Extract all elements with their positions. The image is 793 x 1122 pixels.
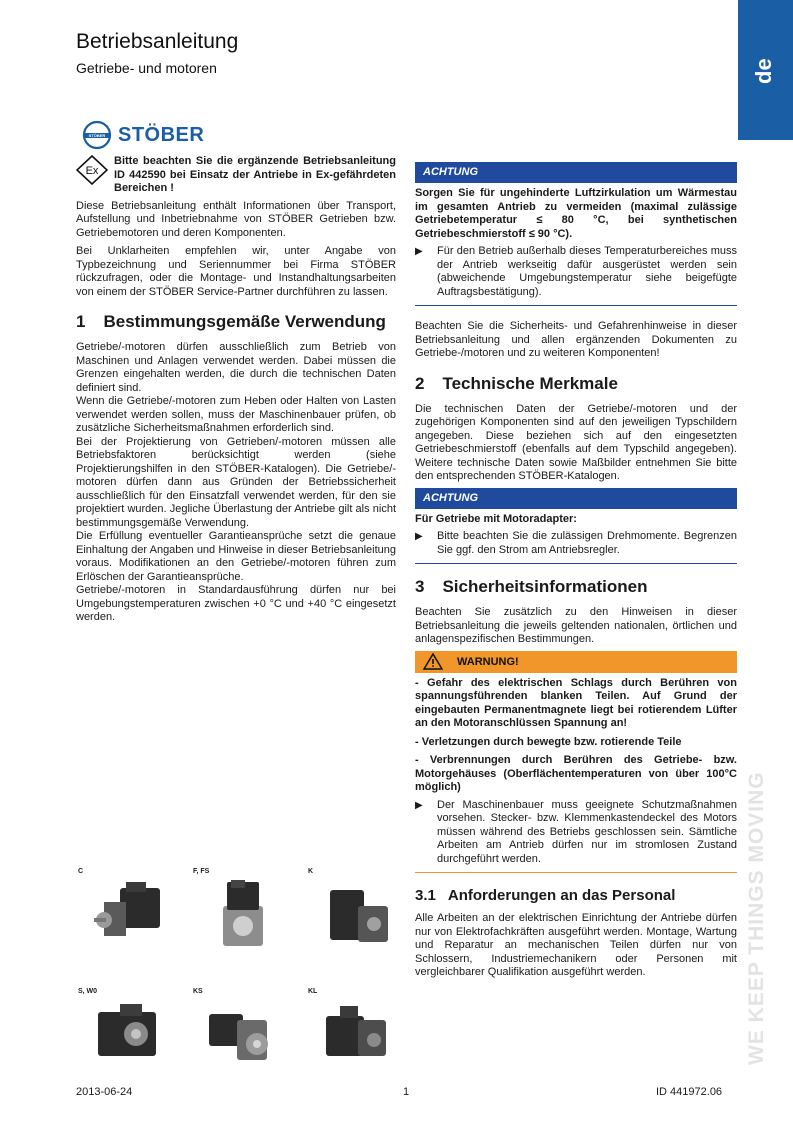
gearmotor-f-icon [205,880,283,954]
page-number: 1 [403,1086,410,1098]
footer-date: 2013-06-24 [76,1086,133,1098]
language-code: de [751,58,776,84]
section-1-heading [76,313,396,331]
section-title: Bestimmungsgemäße Verwendung [103,312,386,331]
section-3-1-heading [415,887,737,904]
left-column [76,155,396,625]
document-id: ID 441972.06 [656,1086,723,1098]
achtung-notice [415,183,737,306]
bullet-text: Der Maschinenbauer muss geeignete Schutzmaßnahmen vorsehen. Stecker- bzw. Klemmenkastendeckel des Motors müssen während des Betriebs geschlossen sein. Sämtliche Arbeiten am Antrieb dürfen nur im stromlosen Zustand durchgeführt werden. [437,798,737,865]
section-3-1-paragraph: Alle Arbeiten an der elektrischen Einrichtung der Antriebe dürfen nur von Elektrofachkräften ausgeführt werden. Montage, Wartung und Reparatur an mechanischen Teilen dürfen nur von Schlossern, Industriemechanikern oder Personen mit vergleichbarer Qualifikation ausgeführt werden. [415,912,737,978]
motor-label: F, FS [193,868,210,875]
gearmotor-k-icon [320,880,398,954]
slogan-watermark: WE KEEP THINGS MOVING [745,771,768,1065]
warnung-notice [415,673,737,874]
stober-logo [82,120,204,150]
section-3-paragraph: Beachten Sie zusätzlich zu den Hinweisen in dieser Betriebsanleitung die jeweils geltenden nationalen, örtlichen und anlagenspezifischen Bestimmungen. [415,606,737,645]
warnung-banner [415,651,737,673]
warnung-text: - Verbrennungen durch Berühren des Getriebe- bzw. Motorgehäuses (Oberflächentemperaturen von über 100°C möglich) [415,754,737,793]
arrow-bullet-icon: ▶ [415,246,423,257]
achtung-notice [415,509,737,565]
section-number: 1 [76,312,86,331]
safety-note: Beachten Sie die Sicherheits- und Gefahrenhinweise in dieser Betriebsanleitung und allen ergänzenden Dokumenten zu Getriebe-/motoren und zu weiteren Komponenten! [415,320,737,359]
warnung-label: WARNUNG! [457,655,519,668]
bullet-item [415,799,737,867]
motor-label: C [78,868,84,875]
achtung-text: Sorgen Sie für ungehinderte Luftzirkulation um Wärmestau im gesamten Antrieb zu vermeiden (maximal zulässige Getriebetemperatur ≤ 80 °C, bei synthetischen Getriebeschmierstoff ≤ 90 °C). [415,187,737,240]
language-tab [738,0,793,140]
achtung-text: Für Getriebe mit Motoradapter: [415,512,577,525]
gearmotor-c-icon [90,880,168,954]
arrow-bullet-icon: ▶ [415,531,423,542]
ex-note [76,155,396,196]
section-title: Sicherheitsinformationen [442,577,648,596]
intro-paragraph-1: Diese Betriebsanleitung enthält Informationen über Transport, Aufstellung und Inbetriebnahme von STÖBER Getrieben bzw. Getriebemotoren und deren Komponenten. [76,199,396,239]
motor-image-grid [78,868,398,1068]
motor-label: KL [308,988,318,995]
section-1-paragraph: Getriebe/-motoren dürfen ausschließlich zum Betrieb von Maschinen und Anlagen verwendet werden. Dabei müssen die Grenzen eingehalten werden, die durch die technischen Daten definiert sind. [76,341,396,394]
section-1-paragraph: Die Erfüllung eventueller Garantieansprüche setzt die genaue Einhaltung der Angaben und Hinweise in dieser Betriebsanleitung voraus. Modifikationen an den Getriebe/-motoren führen zum Erlöschen der Garantieansprüche. [76,530,396,583]
motor-image-s [78,988,168,1078]
motor-image-ks [193,988,283,1078]
warning-triangle-icon [423,653,443,670]
gearmotor-s-icon [90,1000,168,1074]
document-subtitle: Getriebe- und motoren [76,60,217,76]
achtung-banner: ACHTUNG [415,162,737,183]
motor-label: S, W0 [78,988,98,995]
stober-emblem-icon [82,120,112,150]
svg-text:Ex: Ex [85,165,99,177]
bullet-text: Für den Betrieb außerhalb dieses Temperaturbereiches muss der Antrieb werkseitig dafür ausgerüstet werden sein (abweichende Umgebungstemperatur siehe beigefügte Auftragsbestätigung). [437,245,737,298]
intro-paragraph-2: Bei Unklarheiten empfehlen wir, unter Angabe von Typbezeichnung und Seriennummer bei Firma STÖBER rückzufragen, oder die Montage- und Instandhaltungsarbeiten von einem der STÖBER Service-Partner durchführen zu lassen. [76,245,396,298]
section-3-heading [415,578,737,596]
right-column [415,162,737,980]
motor-label: K [308,868,314,875]
motor-label: KS [193,988,203,995]
arrow-bullet-icon: ▶ [415,799,423,811]
section-1-paragraph: Wenn die Getriebe/-motoren zum Heben oder Halten von Lasten verwendet werden sollen, muss der Maschinenbauer prüfen, ob zusätzliche Sicherheitsmaßnahmen erforderlich sind. [76,395,396,434]
section-number: 3.1 [415,887,436,904]
gearmotor-ks-icon [205,1000,283,1074]
ex-hazard-icon [76,155,108,185]
svg-text:STÖBER: STÖBER [88,133,106,139]
document-title: Betriebsanleitung [76,30,239,53]
motor-image-c [78,868,168,958]
section-number: 3 [415,577,425,596]
logo-text: STÖBER [118,123,205,146]
section-1-paragraph: Bei der Projektierung von Getrieben/-motoren müssen alle Betriebsfaktoren berücksichtigt werden (siehe Projektierungshilfen in den STÖBER-Katalogen). Die Getriebe/-motoren dürfen dann aus Gründen der Betriebssicherheit ausschließlich für den Einsatzfall verwendet werden, für den sie projektiert wurden. Jegliche Überlastung der Antriebe gilt als nicht bestimmungsgemäße Verwendung. [76,435,396,529]
section-number: 2 [415,373,425,393]
ex-note-text: Bitte beachten Sie die ergänzende Betriebsanleitung ID 442590 bei Einsatz der Antriebe in Ex-gefährdeten Bereichen ! [114,155,396,194]
section-2-paragraph: Die technischen Daten der Getriebe/-motoren und der zugehörigen Komponenten sind auf den jeweiligen Typschildern angegeben. Diese beziehen sich auf den eingesetzten Getriebeschmierstoff (ebenfalls auf dem Typschild angegeben). Weitere technische Daten sowie Maßbilder entnehmen Sie bitte den entsprechenden STÖBER-Katalogen. [415,402,737,482]
section-2-heading [415,375,737,393]
warnung-text: - Gefahr des elektrischen Schlags durch Berühren von spannungsführenden blanken Teilen. Auf Grund der eingebauten Permanentmagnete liegt bei rotierendem Lüfter an den Motoranschlüssen Spannung an! [415,676,737,729]
motor-image-k [308,868,398,958]
warnung-text: - Verletzungen durch bewegte bzw. rotierende Teile [415,735,682,748]
motor-image-f [193,868,283,958]
motor-image-kl [308,988,398,1078]
section-title: Anforderungen an das Personal [447,887,676,904]
bullet-text: Bitte beachten Sie die zulässigen Drehmomente. Begrenzen Sie ggf. den Strom am Antriebsregler. [437,530,737,556]
section-1-paragraph: Getriebe/-motoren in Standardausführung dürfen nur bei Umgebungstemperaturen zwischen +0 °C und +40 °C eingesetzt werden. [76,584,396,623]
achtung-banner: ACHTUNG [415,488,737,509]
gearmotor-kl-icon [320,1000,398,1074]
bullet-item [415,530,737,557]
bullet-item [415,245,737,299]
section-title: Technische Merkmale [442,373,618,393]
